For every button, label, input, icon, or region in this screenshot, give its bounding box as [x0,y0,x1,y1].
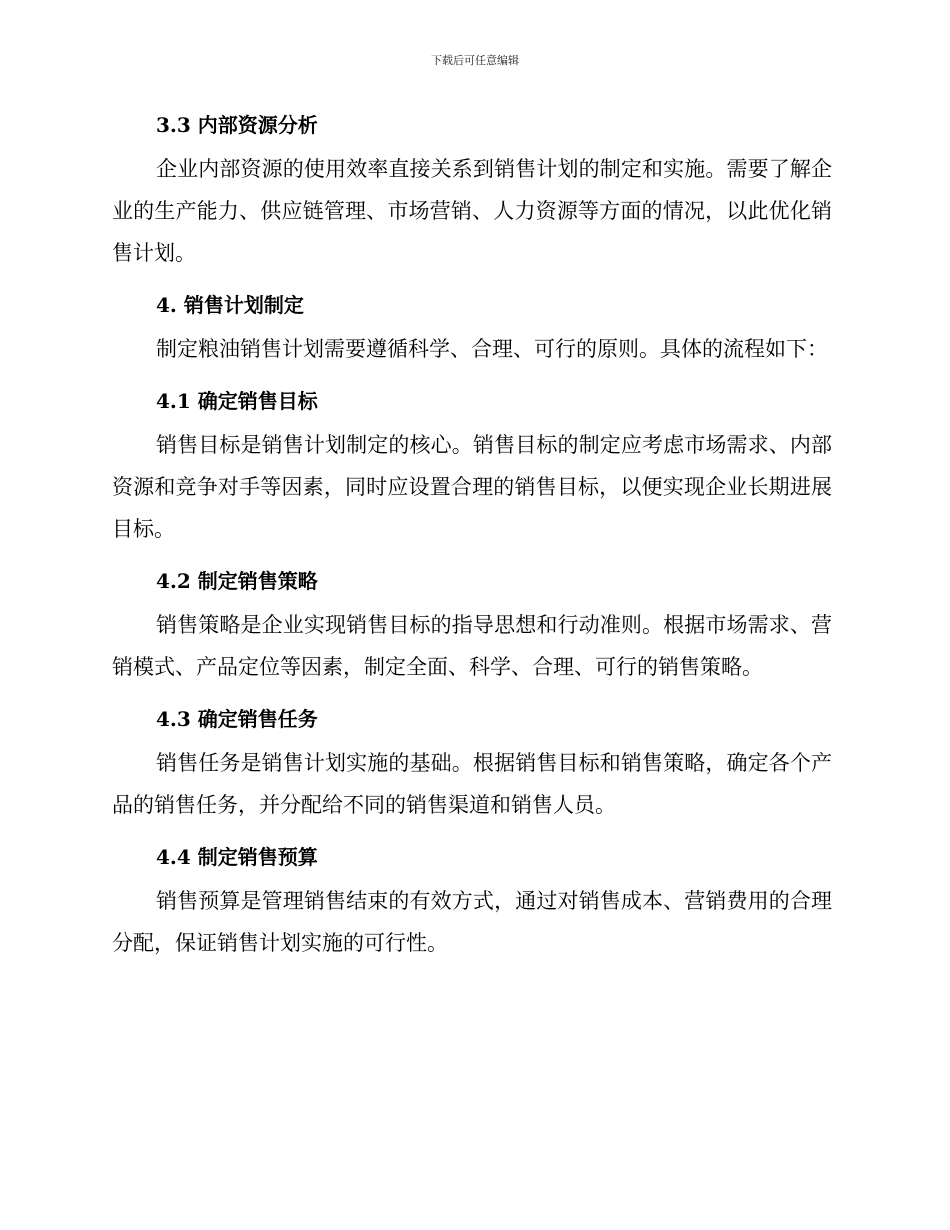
section-heading-4-1: 4.1 确定销售目标 [156,389,318,413]
paragraph-sales-strategy: 销售策略是企业实现销售目标的指导思想和行动准则。根据市场需求、营销模式、产品定位等因素，制定全面、科学、合理、可行的销售策略。 [112,613,832,679]
section-heading-3-3: 3.3 内部资源分析 [156,113,318,137]
paragraph-sales-tasks: 销售任务是销售计划实施的基础。根据销售目标和销售策略，确定各个产品的销售任务，并分配给不同的销售渠道和销售人员。 [112,751,832,817]
document-body [112,108,832,978]
page-header: 下载后可任意编辑 [431,54,519,67]
section-heading-4-4: 4.4 制定销售预算 [156,845,318,869]
paragraph-internal-resources: 企业内部资源的使用效率直接关系到销售计划的制定和实施。需要了解企业的生产能力、供应链管理、市场营销、人力资源等方面的情况，以此优化销售计划。 [112,157,832,265]
paragraph-sales-target: 销售目标是销售计划制定的核心。销售目标的制定应考虑市场需求、内部资源和竞争对手等因素，同时应设置合理的销售目标，以便实现企业长期进展目标。 [112,433,832,541]
paragraph-sales-budget: 销售预算是管理销售结束的有效方式，通过对销售成本、营销费用的合理分配，保证销售计划实施的可行性。 [112,889,832,955]
section-heading-4: 4. 销售计划制定 [156,293,304,317]
paragraph-plan-process: 制定粮油销售计划需要遵循科学、合理、可行的原则。具体的流程如下： [156,337,828,361]
section-heading-4-3: 4.3 确定销售任务 [156,707,318,731]
section-heading-4-2: 4.2 制定销售策略 [156,569,318,593]
